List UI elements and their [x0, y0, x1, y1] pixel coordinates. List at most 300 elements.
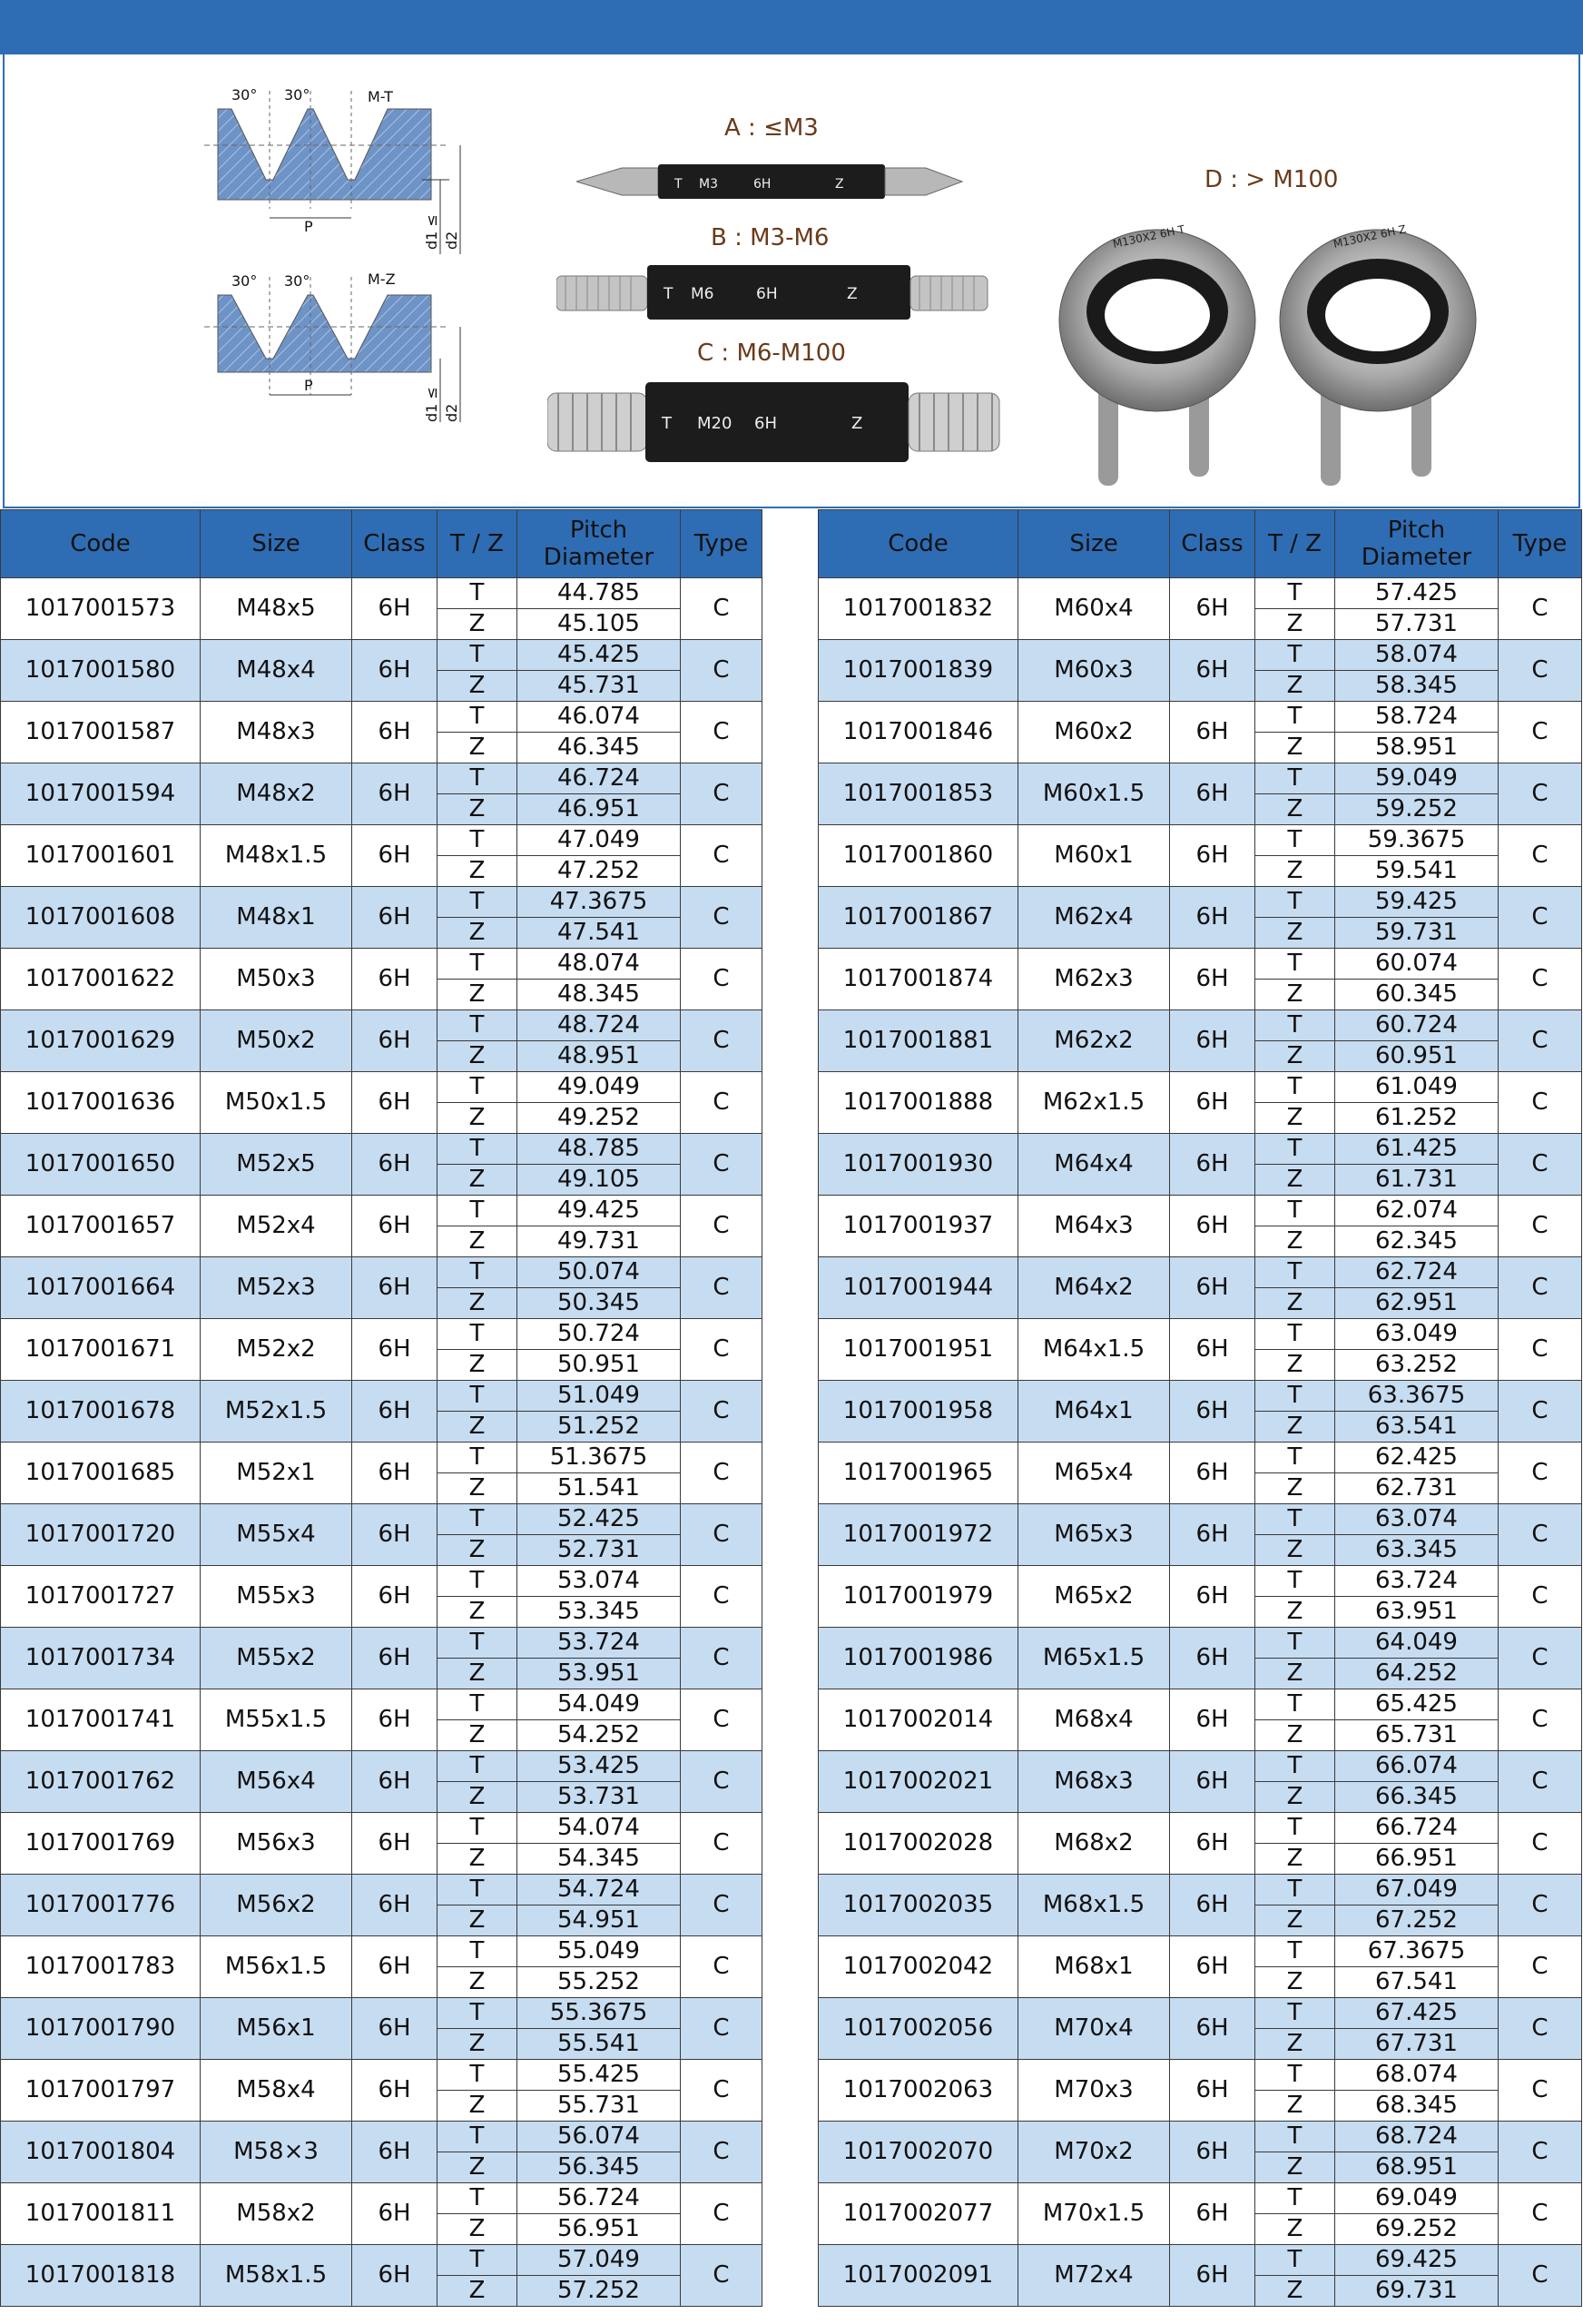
plug-gauge-c	[547, 377, 1001, 468]
cell-type: C	[1499, 1134, 1582, 1196]
cell-size: M48x3	[201, 702, 352, 763]
cell-t: T	[438, 1689, 517, 1720]
cell-type: C	[1499, 1196, 1582, 1257]
gauge-table-left	[0, 509, 762, 2307]
cell-t-value: 44.785	[517, 578, 681, 609]
cell-class: 6H	[352, 2245, 438, 2307]
cell-type: C	[1499, 1751, 1582, 1813]
cell-z: Z	[438, 609, 517, 640]
figure-panel	[3, 54, 1580, 508]
gauge-c-size: M20	[697, 414, 733, 433]
cell-type: C	[681, 1319, 762, 1381]
angle-left-label-z: 30°	[231, 272, 258, 290]
cell-type: C	[681, 1072, 762, 1134]
cell-type: C	[1499, 2245, 1582, 2307]
cell-t: T	[438, 1813, 517, 1844]
table-row	[819, 1998, 1582, 2029]
cell-z-value: 53.731	[517, 1782, 681, 1813]
cell-t-value: 59.425	[1335, 887, 1499, 918]
cell-t-value: 63.049	[1335, 1319, 1499, 1350]
cell-z: Z	[1255, 1350, 1335, 1381]
header-size: Size	[201, 510, 352, 578]
table-row	[1, 2183, 762, 2214]
cell-class: 6H	[352, 578, 438, 640]
cell-type: C	[1499, 1936, 1582, 1998]
cell-code: 1017001762	[1, 1751, 201, 1813]
cell-t-value: 49.425	[517, 1196, 681, 1226]
cell-t-value: 45.425	[517, 640, 681, 671]
cell-code: 1017001797	[1, 2060, 201, 2122]
table-header-row	[819, 510, 1582, 578]
cell-type: C	[1499, 1875, 1582, 1936]
cell-code: 1017001685	[1, 1443, 201, 1504]
cell-t: T	[1255, 1196, 1335, 1226]
cell-z-value: 68.951	[1335, 2152, 1499, 2183]
cell-code: 1017001881	[819, 1010, 1018, 1072]
cell-class: 6H	[352, 1134, 438, 1196]
cell-code: 1017001811	[1, 2183, 201, 2245]
cell-z-value: 63.345	[1335, 1535, 1499, 1566]
cell-z-value: 52.731	[517, 1535, 681, 1566]
cell-z-value: 46.951	[517, 794, 681, 825]
cell-type: C	[1499, 763, 1582, 825]
cell-t-value: 68.074	[1335, 2060, 1499, 2091]
cell-z: Z	[1255, 1905, 1335, 1936]
cell-z: Z	[438, 2091, 517, 2122]
cell-type: C	[681, 640, 762, 702]
cell-code: 1017002042	[819, 1936, 1018, 1998]
ring-gauge-t	[1059, 222, 1255, 411]
cell-z-value: 46.345	[517, 733, 681, 763]
cell-type: C	[1499, 1319, 1582, 1381]
cell-class: 6H	[1170, 1196, 1255, 1257]
cell-size: M56x2	[201, 1875, 352, 1936]
cell-z-value: 62.731	[1335, 1473, 1499, 1504]
cell-class: 6H	[352, 1010, 438, 1072]
cell-t: T	[438, 640, 517, 671]
cell-t: T	[1255, 1504, 1335, 1535]
cell-z: Z	[438, 2029, 517, 2060]
cell-t: T	[1255, 1443, 1335, 1473]
cell-code: 1017001622	[1, 949, 201, 1010]
cell-size: M58x4	[201, 2060, 352, 2122]
d2-label: d2	[443, 231, 460, 250]
table-row	[819, 1443, 1582, 1473]
cell-size: M50x1.5	[201, 1072, 352, 1134]
gauge-c-class: 6H	[754, 414, 777, 433]
cell-z-value: 59.731	[1335, 918, 1499, 949]
cell-type: C	[681, 1875, 762, 1936]
cell-class: 6H	[1170, 1875, 1255, 1936]
cell-class: 6H	[352, 1504, 438, 1566]
cell-size: M48x4	[201, 640, 352, 702]
cell-z: Z	[1255, 1103, 1335, 1134]
cell-t: T	[438, 1628, 517, 1659]
cell-size: M64x2	[1018, 1257, 1170, 1319]
cell-z-value: 62.951	[1335, 1288, 1499, 1319]
cell-z-value: 67.541	[1335, 1967, 1499, 1998]
cell-t: T	[1255, 1257, 1335, 1288]
header-type: Type	[681, 510, 762, 578]
cell-type: C	[681, 1566, 762, 1628]
cell-type: C	[681, 1936, 762, 1998]
cell-z-value: 54.345	[517, 1844, 681, 1875]
cell-t: T	[1255, 825, 1335, 856]
cell-class: 6H	[352, 1751, 438, 1813]
table-row	[1, 1010, 762, 1041]
cell-size: M55x1.5	[201, 1689, 352, 1751]
cell-z: Z	[438, 1041, 517, 1072]
cell-z-value: 53.345	[517, 1597, 681, 1628]
cell-class: 6H	[1170, 702, 1255, 763]
cell-size: M52x1	[201, 1443, 352, 1504]
cell-code: 1017001783	[1, 1936, 201, 1998]
cell-code: 1017001790	[1, 1998, 201, 2060]
cell-z-value: 57.731	[1335, 609, 1499, 640]
cell-t: T	[1255, 1875, 1335, 1905]
cell-t: T	[1255, 1134, 1335, 1165]
cell-z: Z	[438, 671, 517, 702]
cell-z-value: 50.951	[517, 1350, 681, 1381]
cell-code: 1017001776	[1, 1875, 201, 1936]
cell-z-value: 48.951	[517, 1041, 681, 1072]
cell-code: 1017001846	[819, 702, 1018, 763]
cell-t: T	[1255, 1689, 1335, 1720]
gauge-a-class: 6H	[753, 177, 772, 192]
cell-type: C	[681, 763, 762, 825]
table-body-left	[1, 578, 762, 2307]
cell-z: Z	[1255, 918, 1335, 949]
table-row	[1, 1875, 762, 1905]
table-row	[1, 1689, 762, 1720]
header-class: Class	[352, 510, 438, 578]
table-row	[1, 1566, 762, 1597]
cell-t: T	[438, 763, 517, 794]
cell-t-value: 52.425	[517, 1504, 681, 1535]
cell-t: T	[438, 2183, 517, 2214]
cell-code: 1017001860	[819, 825, 1018, 887]
ring-z-text: M130X2 6H Z	[1332, 222, 1408, 251]
cell-code: 1017002077	[819, 2183, 1018, 2245]
ring-gauges-d	[1057, 213, 1511, 504]
cell-size: M55x2	[201, 1628, 352, 1689]
cell-t-value: 69.049	[1335, 2183, 1499, 2214]
cell-z-value: 58.345	[1335, 671, 1499, 702]
cell-z-value: 59.252	[1335, 794, 1499, 825]
cell-z: Z	[1255, 2276, 1335, 2307]
table-row	[1, 1628, 762, 1659]
cell-class: 6H	[352, 702, 438, 763]
header-tz: T / Z	[438, 510, 517, 578]
cell-z-value: 51.541	[517, 1473, 681, 1504]
cell-type: C	[681, 949, 762, 1010]
cell-type: C	[681, 1813, 762, 1875]
cell-code: 1017001986	[819, 1628, 1018, 1689]
cell-code: 1017001818	[1, 2245, 201, 2307]
cell-class: 6H	[352, 1998, 438, 2060]
cell-type: C	[1499, 2060, 1582, 2122]
cell-z: Z	[438, 1473, 517, 1504]
cell-size: M56x3	[201, 1813, 352, 1875]
cell-t-value: 54.074	[517, 1813, 681, 1844]
cell-code: 1017001636	[1, 1072, 201, 1134]
plug-gauge-b	[556, 261, 992, 325]
cell-t-value: 51.3675	[517, 1443, 681, 1473]
cell-type: C	[1499, 1813, 1582, 1875]
cell-t-value: 46.724	[517, 763, 681, 794]
cell-code: 1017001888	[819, 1072, 1018, 1134]
gauge-a-t: T	[674, 177, 683, 192]
cell-t-value: 66.074	[1335, 1751, 1499, 1782]
cell-z: Z	[438, 733, 517, 763]
table-row	[819, 1628, 1582, 1659]
gauge-a-size: M3	[699, 177, 718, 192]
cell-z-value: 60.951	[1335, 1041, 1499, 1072]
d1-label-z: d1 ≤	[423, 387, 440, 422]
cell-size: M55x3	[201, 1566, 352, 1628]
cell-class: 6H	[352, 1072, 438, 1134]
cell-size: M65x2	[1018, 1566, 1170, 1628]
cell-t-value: 55.425	[517, 2060, 681, 2091]
cell-z: Z	[438, 794, 517, 825]
cell-size: M56x1.5	[201, 1936, 352, 1998]
cell-size: M65x4	[1018, 1443, 1170, 1504]
cell-z-value: 49.731	[517, 1226, 681, 1257]
cell-z-value: 45.105	[517, 609, 681, 640]
cell-t: T	[438, 1196, 517, 1226]
cell-t: T	[1255, 949, 1335, 980]
cell-t: T	[1255, 763, 1335, 794]
cell-z-value: 65.731	[1335, 1720, 1499, 1751]
cell-class: 6H	[1170, 2122, 1255, 2183]
cell-size: M48x5	[201, 578, 352, 640]
cell-z: Z	[438, 2276, 517, 2307]
cell-t: T	[438, 1381, 517, 1412]
cell-class: 6H	[352, 763, 438, 825]
cell-t-value: 64.049	[1335, 1628, 1499, 1659]
thread-profile-diagram-z	[186, 268, 486, 477]
header-class: Class	[1170, 510, 1255, 578]
cell-type: C	[681, 1196, 762, 1257]
header-code: Code	[819, 510, 1018, 578]
cell-class: 6H	[352, 1196, 438, 1257]
cell-code: 1017001664	[1, 1257, 201, 1319]
cell-size: M70x2	[1018, 2122, 1170, 2183]
cell-size: M58x2	[201, 2183, 352, 2245]
cell-t-value: 60.724	[1335, 1010, 1499, 1041]
cell-class: 6H	[1170, 1072, 1255, 1134]
cell-t: T	[1255, 640, 1335, 671]
cell-t-value: 61.425	[1335, 1134, 1499, 1165]
cell-code: 1017001580	[1, 640, 201, 702]
table-row	[819, 640, 1582, 671]
pitch-label-z: P	[304, 377, 313, 394]
cell-z: Z	[438, 980, 517, 1010]
cell-t: T	[1255, 1751, 1335, 1782]
cell-t: T	[438, 1443, 517, 1473]
cell-z: Z	[1255, 1412, 1335, 1443]
cell-z: Z	[438, 1782, 517, 1813]
table-row	[819, 887, 1582, 918]
table-row	[819, 1381, 1582, 1412]
table-row	[819, 702, 1582, 733]
cell-code: 1017001937	[819, 1196, 1018, 1257]
cell-z-value: 54.252	[517, 1720, 681, 1751]
table-row	[1, 1134, 762, 1165]
cell-type: C	[681, 825, 762, 887]
cell-z-value: 61.731	[1335, 1165, 1499, 1196]
cell-z: Z	[438, 1659, 517, 1689]
cell-class: 6H	[352, 1875, 438, 1936]
cell-z: Z	[1255, 1967, 1335, 1998]
table-row	[1, 763, 762, 794]
cell-class: 6H	[1170, 1628, 1255, 1689]
cell-type: C	[681, 2060, 762, 2122]
cell-size: M68x3	[1018, 1751, 1170, 1813]
cell-t: T	[1255, 1381, 1335, 1412]
cell-class: 6H	[1170, 763, 1255, 825]
cell-class: 6H	[1170, 578, 1255, 640]
angle-right-label-z: 30°	[284, 272, 310, 290]
table-row	[1, 578, 762, 609]
cell-z: Z	[1255, 1659, 1335, 1689]
cell-t-value: 49.049	[517, 1072, 681, 1103]
cell-z-value: 55.252	[517, 1967, 681, 1998]
table-row	[819, 1504, 1582, 1535]
cell-type: C	[1499, 702, 1582, 763]
cell-t: T	[1255, 1813, 1335, 1844]
cell-t: T	[1255, 2245, 1335, 2276]
cell-class: 6H	[352, 1936, 438, 1998]
cell-size: M68x2	[1018, 1813, 1170, 1875]
table-row	[819, 2183, 1582, 2214]
cell-class: 6H	[1170, 1257, 1255, 1319]
cell-t: T	[1255, 2060, 1335, 2091]
cell-size: M64x1	[1018, 1381, 1170, 1443]
cell-t: T	[438, 887, 517, 918]
cell-type: C	[681, 1134, 762, 1196]
cell-size: M60x4	[1018, 578, 1170, 640]
cell-size: M62x3	[1018, 949, 1170, 1010]
cell-z-value: 56.345	[517, 2152, 681, 2183]
cell-type: C	[1499, 640, 1582, 702]
cell-t-value: 62.425	[1335, 1443, 1499, 1473]
cell-t-value: 53.724	[517, 1628, 681, 1659]
cell-t-value: 53.425	[517, 1751, 681, 1782]
cell-t: T	[1255, 1566, 1335, 1597]
cell-z-value: 47.541	[517, 918, 681, 949]
cell-z-value: 67.731	[1335, 2029, 1499, 2060]
cell-code: 1017001958	[819, 1381, 1018, 1443]
cell-class: 6H	[1170, 640, 1255, 702]
cell-t: T	[1255, 1010, 1335, 1041]
cell-code: 1017001741	[1, 1689, 201, 1751]
cell-size: M56x1	[201, 1998, 352, 2060]
cell-size: M52x2	[201, 1319, 352, 1381]
cell-code: 1017001839	[819, 640, 1018, 702]
cell-type: C	[1499, 2122, 1582, 2183]
cell-class: 6H	[1170, 825, 1255, 887]
cell-type: C	[1499, 1628, 1582, 1689]
angle-left-label: 30°	[231, 86, 258, 103]
cell-t-value: 55.3675	[517, 1998, 681, 2029]
cell-z: Z	[1255, 1473, 1335, 1504]
cell-z: Z	[1255, 1844, 1335, 1875]
cell-t: T	[438, 1134, 517, 1165]
cell-z-value: 54.951	[517, 1905, 681, 1936]
cell-z: Z	[1255, 2152, 1335, 2183]
cell-t-value: 54.724	[517, 1875, 681, 1905]
cell-t-value: 65.425	[1335, 1689, 1499, 1720]
cell-z-value: 64.252	[1335, 1659, 1499, 1689]
cell-size: M70x1.5	[1018, 2183, 1170, 2245]
cell-size: M64x3	[1018, 1196, 1170, 1257]
mt-profile	[204, 86, 460, 254]
cell-class: 6H	[352, 1443, 438, 1504]
table-row	[819, 578, 1582, 609]
cell-z: Z	[1255, 2091, 1335, 2122]
cell-t: T	[1255, 2122, 1335, 2152]
cell-type: C	[681, 2122, 762, 2183]
table-row	[1, 825, 762, 856]
table-row	[1, 887, 762, 918]
cell-code: 1017001832	[819, 578, 1018, 640]
cell-t: T	[438, 949, 517, 980]
cell-type: C	[681, 1628, 762, 1689]
cell-size: M48x1	[201, 887, 352, 949]
cell-t-value: 63.074	[1335, 1504, 1499, 1535]
cell-type: C	[681, 1010, 762, 1072]
cell-code: 1017001944	[819, 1257, 1018, 1319]
cell-class: 6H	[1170, 1566, 1255, 1628]
cell-type: C	[681, 578, 762, 640]
cell-size: M50x3	[201, 949, 352, 1010]
cell-t: T	[438, 1319, 517, 1350]
cell-class: 6H	[352, 1628, 438, 1689]
cell-z: Z	[1255, 1535, 1335, 1566]
pitch-label: P	[304, 218, 313, 235]
cell-z-value: 50.345	[517, 1288, 681, 1319]
cell-class: 6H	[1170, 1998, 1255, 2060]
cell-z: Z	[438, 1597, 517, 1628]
cell-z: Z	[1255, 980, 1335, 1010]
cell-z: Z	[438, 1720, 517, 1751]
cell-class: 6H	[352, 1257, 438, 1319]
cell-class: 6H	[352, 887, 438, 949]
d2-label-z: d2	[443, 403, 460, 422]
cell-z: Z	[438, 1103, 517, 1134]
cell-type: C	[681, 702, 762, 763]
table-row	[1, 949, 762, 980]
cell-size: M48x2	[201, 763, 352, 825]
gauge-b-label: B : M3-M6	[711, 224, 830, 251]
mz-profile	[204, 271, 460, 422]
cell-t-value: 60.074	[1335, 949, 1499, 980]
table-row	[819, 1257, 1582, 1288]
cell-t-value: 47.049	[517, 825, 681, 856]
table-row	[1, 1381, 762, 1412]
cell-size: M60x1	[1018, 825, 1170, 887]
table-row	[819, 1134, 1582, 1165]
cell-t: T	[438, 2060, 517, 2091]
cell-z: Z	[1255, 1288, 1335, 1319]
table-row	[819, 1010, 1582, 1041]
cell-t-value: 51.049	[517, 1381, 681, 1412]
cell-type: C	[1499, 1443, 1582, 1504]
cell-class: 6H	[352, 640, 438, 702]
cell-z: Z	[1255, 1720, 1335, 1751]
cell-class: 6H	[1170, 1381, 1255, 1443]
